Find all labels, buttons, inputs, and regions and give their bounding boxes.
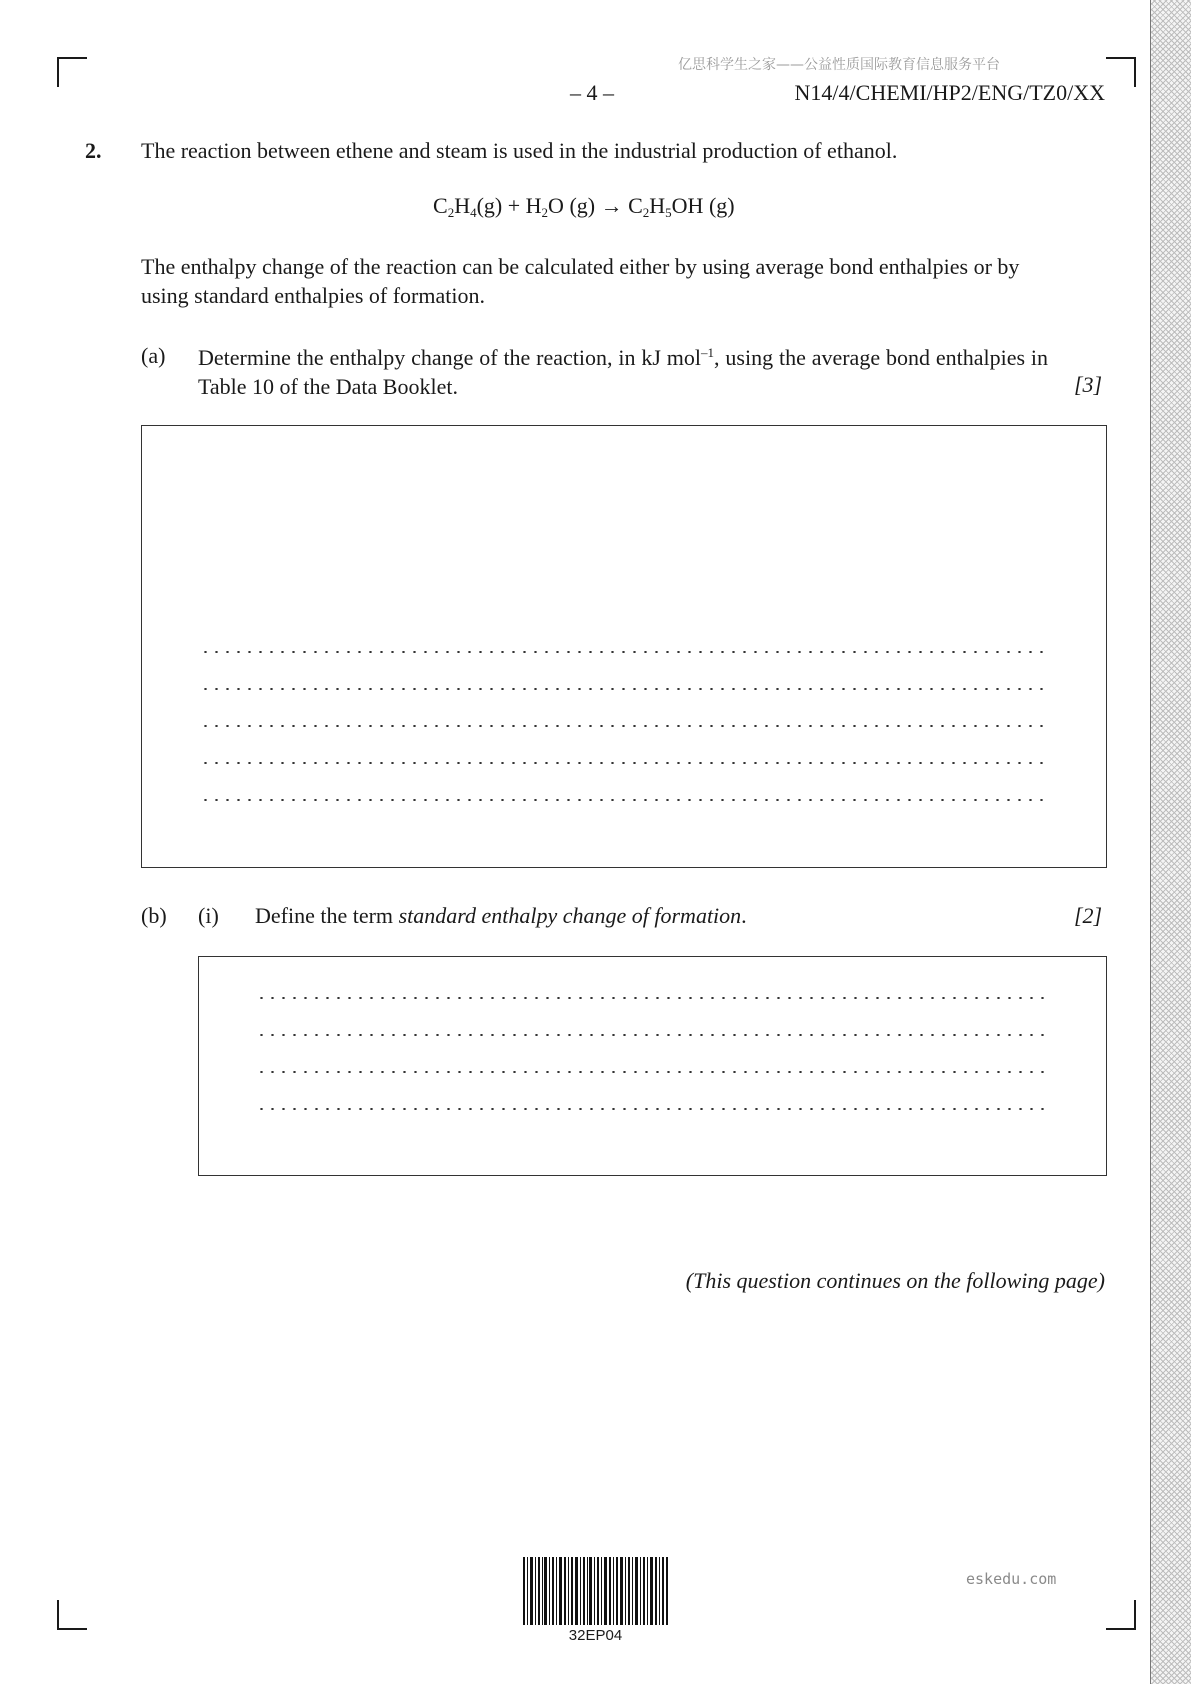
question-intro: The reaction between ethene and steam is used in the industrial production of ethanol.	[141, 138, 898, 163]
continues-note: (This question continues on the following page)	[685, 1268, 1105, 1293]
paper-code: N14/4/CHEMI/HP2/ENG/TZ0/XX	[794, 80, 1105, 105]
answer-line[interactable]	[200, 725, 1050, 727]
barcode-code: 32EP04	[568, 1627, 623, 1644]
reaction-equation: $C_2H_4(g) + H_2O$ $(g) \to C_2H_5OH$ (g)	[433, 193, 735, 220]
answer-line[interactable]	[256, 1034, 1051, 1036]
answer-line[interactable]	[200, 762, 1050, 764]
header-watermark: 亿思科学生之家——公益性质国际教育信息服务平台	[678, 57, 1000, 73]
answer-line[interactable]	[256, 997, 1051, 999]
answer-line[interactable]	[256, 1071, 1051, 1073]
part-b-i-text: Define the term standard enthalpy change of formation.	[255, 903, 747, 928]
crop-mark-bottom-right	[1106, 1600, 1136, 1630]
reaction-arrow-icon: →	[600, 193, 623, 218]
answer-box-b-i[interactable]	[198, 956, 1107, 1176]
answer-box-a[interactable]	[141, 425, 1107, 868]
question-number: 2.	[85, 138, 102, 163]
answer-line[interactable]	[200, 651, 1050, 653]
part-b-label: (b)	[141, 903, 167, 928]
side-pattern-strip	[1150, 0, 1191, 1684]
answer-line[interactable]	[200, 688, 1050, 690]
part-a-label: (a)	[141, 343, 166, 368]
part-b-i-marks: [2]	[1074, 903, 1103, 928]
crop-mark-top-right	[1106, 57, 1136, 87]
answer-line[interactable]	[200, 799, 1050, 801]
question-paragraph: The enthalpy change of the reaction can be calculated either by using average bond enthalpies or by using standard enthalpies of formation.	[141, 254, 1020, 308]
part-b-i-label: (i)	[198, 903, 219, 928]
page-number: – 4 –	[570, 80, 614, 105]
answer-line[interactable]	[256, 1108, 1051, 1110]
site-watermark: eskedu.com	[966, 1570, 1057, 1588]
barcode-image	[523, 1557, 668, 1625]
crop-mark-bottom-left	[57, 1600, 87, 1630]
part-a-marks: [3]	[1074, 372, 1103, 397]
crop-mark-top-left	[57, 57, 87, 87]
part-a-text: Determine the enthalpy change of the reaction, in kJ mol$^{-1}$, using the average bond enthalpies in Table 10 of the Data Booklet.	[198, 345, 1048, 399]
